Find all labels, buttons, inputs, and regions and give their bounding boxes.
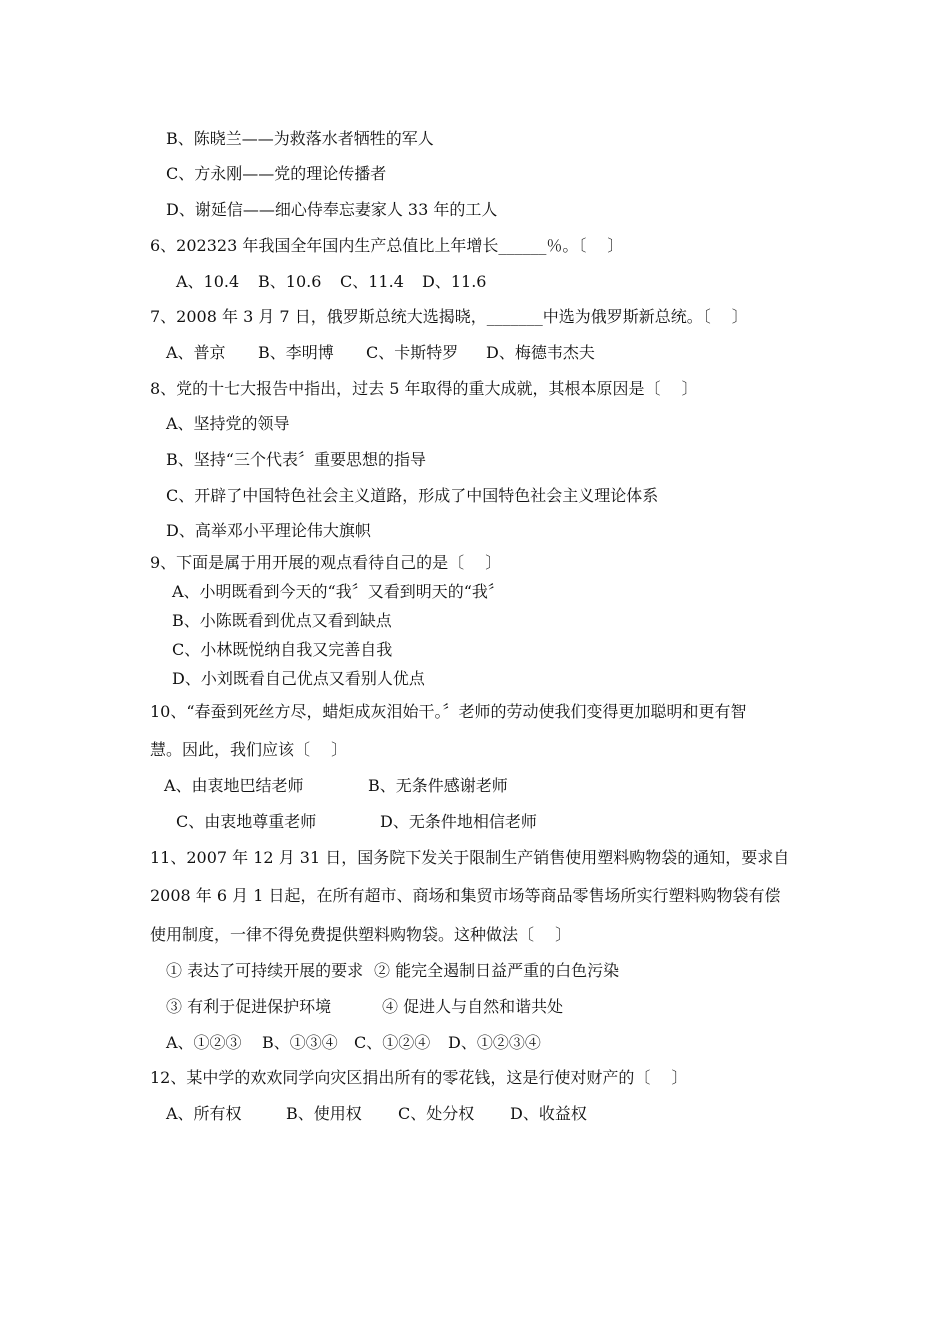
q6-option-a: A、10.4: [176, 272, 240, 291]
q7-stem: 7、2008 年 3 月 7 日，俄罗斯总统大选揭晓，_______中选为俄罗斯新总统。〔 〕: [150, 307, 748, 326]
q11-option-a: A、①②③: [166, 1033, 242, 1052]
q7-option-b: B、李明博: [258, 343, 334, 362]
q11-statement-3: ③ 有利于促进保护环境: [166, 997, 332, 1016]
q5-option-c: C、方永刚——党的理论传播者: [166, 164, 387, 183]
q10-options-row2: [176, 812, 537, 832]
q8-option-d: D、高举邓小平理论伟大旗帜: [166, 521, 371, 540]
q6-stem: 6、202323 年我国全年国内生产总值比上年增长______％。〔 〕: [150, 236, 624, 255]
q10-option-b: B、无条件感谢老师: [368, 776, 508, 795]
q11-statements-row1: [166, 961, 619, 981]
q11-option-d: D、①②③④: [448, 1033, 541, 1052]
q6-option-c: C、11.4: [340, 272, 404, 291]
q11-option-c: C、①②④: [354, 1033, 431, 1052]
q8-stem: 8、党的十七大报告中指出，过去 5 年取得的重大成就，其根本原因是〔 〕: [150, 379, 698, 398]
q12-options: [166, 1104, 587, 1124]
q11-stem-line3: 使用制度，一律不得免费提供塑料购物袋。这种做法〔 〕: [150, 925, 572, 944]
q9-option-c: C、小林既悦纳自我又完善自我: [172, 640, 393, 659]
q10-stem-line1: 10、“春蚕到死丝方尽，蜡炬成灰泪始干。〞老师的劳动使我们变得更加聪明和更有智: [150, 702, 747, 721]
q12-stem: 12、某中学的欢欢同学向灾区捐出所有的零花钱，这是行使对财产的〔 〕: [150, 1068, 688, 1087]
q12-option-b: B、使用权: [286, 1104, 362, 1123]
q11-options: [166, 1033, 541, 1053]
q8-option-c: C、开辟了中国特色社会主义道路，形成了中国特色社会主义理论体系: [166, 486, 659, 505]
q10-option-a: A、由衷地巴结老师: [164, 776, 304, 795]
q6-option-b: B、10.6: [258, 272, 322, 291]
q8-option-b: B、坚持“三个代表〞重要思想的指导: [166, 450, 426, 469]
q12-option-d: D、收益权: [510, 1104, 587, 1123]
q8-option-a: A、坚持党的领导: [166, 414, 290, 433]
q11-statement-4: ④ 促进人与自然和谐共处: [382, 997, 564, 1016]
q12-option-c: C、处分权: [398, 1104, 475, 1123]
q10-option-d: D、无条件地相信老师: [380, 812, 537, 831]
q12-option-a: A、所有权: [166, 1104, 242, 1123]
q11-option-b: B、①③④: [262, 1033, 338, 1052]
q11-statement-2: ② 能完全遏制日益严重的白色污染: [374, 961, 620, 980]
q7-option-c: C、卡斯特罗: [366, 343, 459, 362]
q11-statement-1: ① 表达了可持续开展的要求: [166, 961, 364, 980]
q5-option-b: B、陈晓兰——为救落水者牺牲的军人: [166, 129, 434, 148]
q7-option-d: D、梅德韦杰夫: [486, 343, 595, 362]
q9-option-d: D、小刘既看自己优点又看别人优点: [172, 669, 425, 688]
q10-options-row1: [164, 776, 508, 796]
q9-stem: 9、下面是属于用开展的观点看待自己的是〔 〕: [150, 553, 502, 572]
q10-option-c: C、由衷地尊重老师: [176, 812, 317, 831]
q10-stem-line2: 慧。因此，我们应该〔 〕: [150, 740, 348, 759]
q11-stem-line1: 11、2007 年 12 月 31 日，国务院下发关于限制生产销售使用塑料购物袋的通知，要求自: [150, 848, 790, 867]
q7-option-a: A、普京: [166, 343, 226, 362]
q5-option-d: D、谢延信——细心侍奉忘妻家人 33 年的工人: [166, 200, 498, 219]
q9-option-a: A、小明既看到今天的“我〞又看到明天的“我〞: [172, 582, 504, 601]
q6-option-d: D、11.6: [422, 272, 487, 291]
q6-options: [176, 272, 486, 292]
q11-statements-row2: [166, 997, 563, 1017]
q11-stem-line2: 2008 年 6 月 1 日起，在所有超市、商场和集贸市场等商品零售场所实行塑料购物袋有偿: [150, 886, 781, 905]
q9-option-b: B、小陈既看到优点又看到缺点: [172, 611, 392, 630]
q7-options: [166, 343, 595, 363]
